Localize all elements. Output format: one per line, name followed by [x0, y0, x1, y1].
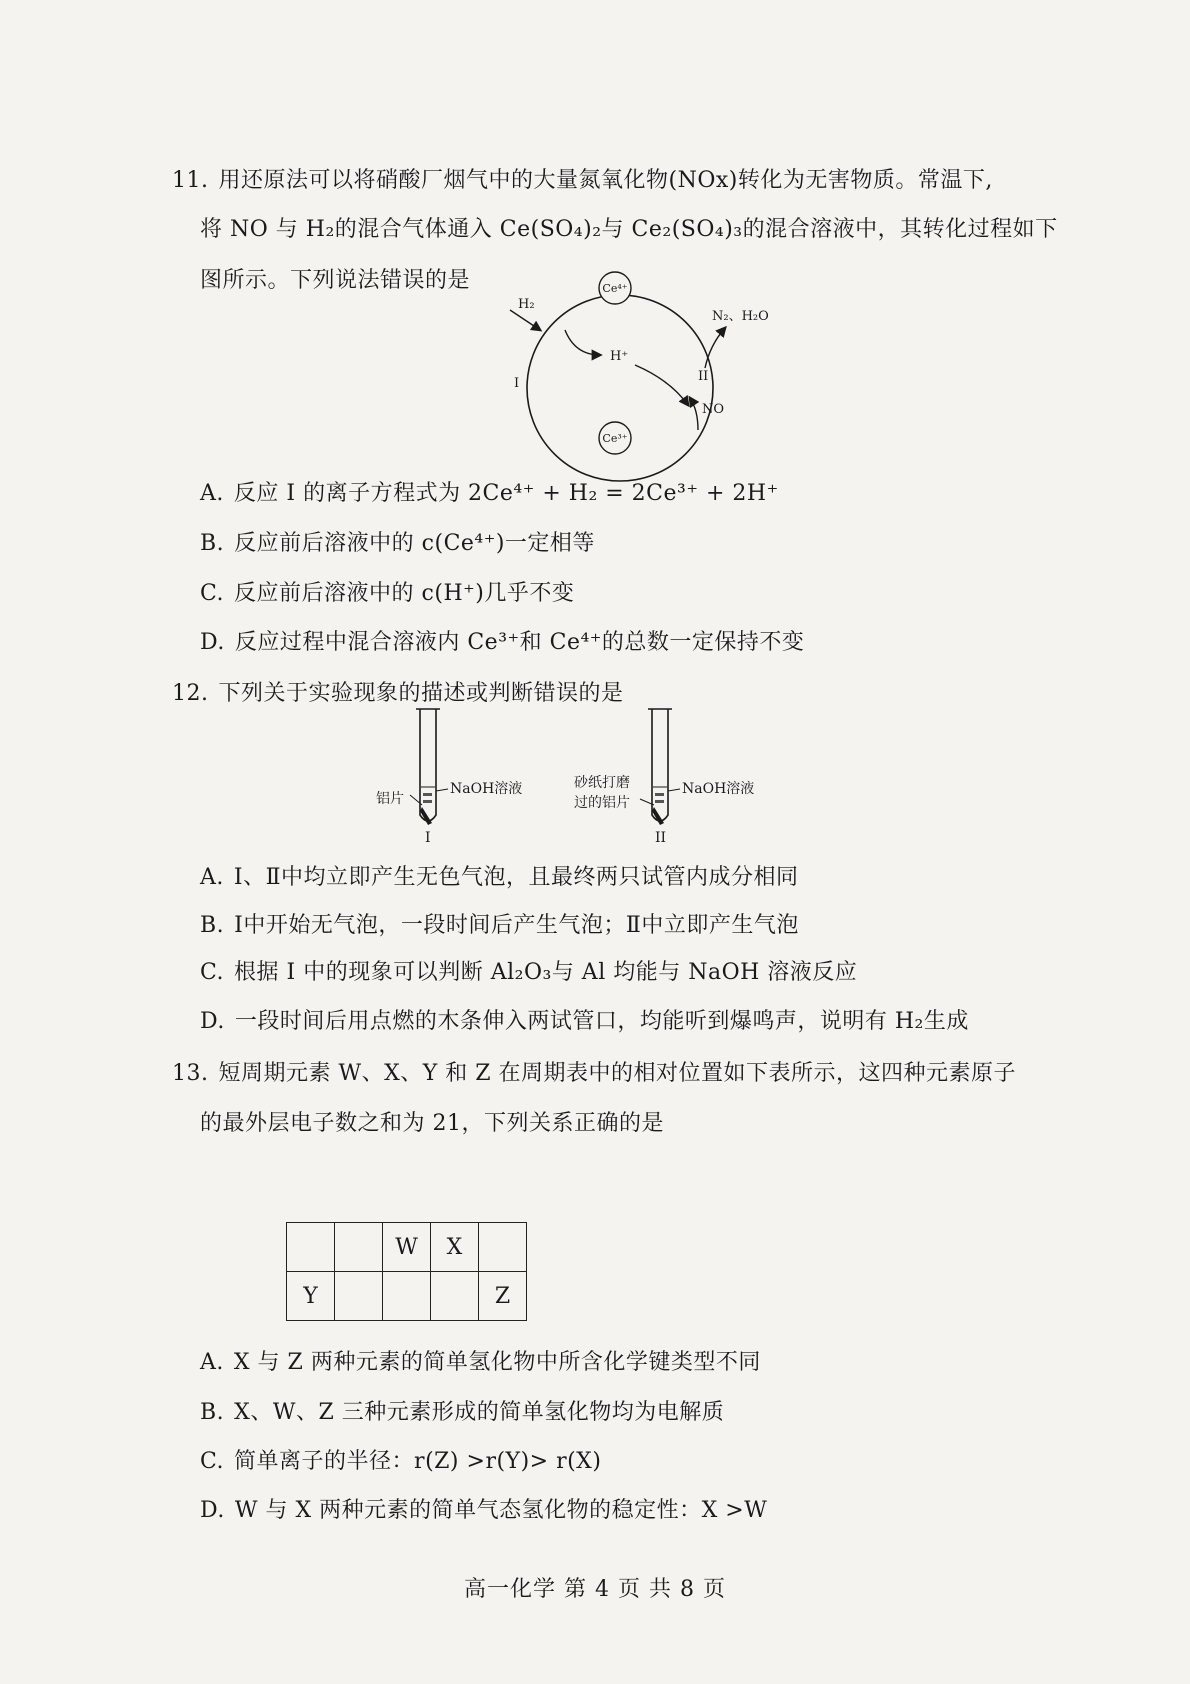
table-cell [431, 1272, 479, 1321]
tube2-right-label: NaOH溶液 [682, 781, 755, 797]
table-cell [383, 1272, 431, 1321]
no-label: NO [702, 402, 725, 417]
tube1-right-label: NaOH溶液 [450, 781, 523, 797]
ce4-label: Ce⁴⁺ [602, 282, 628, 295]
q13-number: 13. [172, 1061, 209, 1086]
q13-line1: 13. 短周期元素 W、X、Y 和 Z 在周期表中的相对位置如下表所示，这四种元素原子 [172, 1061, 1017, 1086]
tube2-left-label-1: 砂纸打磨 [574, 775, 630, 791]
table-cell [287, 1223, 335, 1272]
label-II: II [698, 369, 709, 384]
hplus-label: H⁺ [610, 349, 629, 364]
q11-line3: 图所示。下列说法错误的是 [200, 268, 471, 293]
table-cell: Y [287, 1272, 335, 1321]
q12-option-b: B. Ⅰ中开始无气泡，一段时间后产生气泡；Ⅱ中立即产生气泡 [200, 913, 799, 938]
q13-option-b: B. X、W、Z 三种元素形成的简单氢化物均为电解质 [200, 1400, 725, 1425]
q11-option-b: B. 反应前后溶液中的 c(Ce⁴⁺)一定相等 [200, 531, 595, 556]
h2-label: H₂ [518, 297, 535, 312]
h-arrow-right [635, 365, 688, 405]
test-tube-1 [416, 709, 440, 825]
table-row [287, 1223, 527, 1272]
table-cell: Z [479, 1272, 527, 1321]
test-tube-2 [648, 709, 672, 825]
q11-cycle-diagram [500, 270, 820, 490]
q13-option-a: A. X 与 Z 两种元素的简单氢化物中所含化学键类型不同 [200, 1350, 761, 1375]
q11-number: 11. [172, 168, 209, 193]
q12-option-a: A. Ⅰ、Ⅱ中均立即产生无色气泡，且最终两只试管内成分相同 [200, 865, 799, 890]
q13-line2: 的最外层电子数之和为 21，下列关系正确的是 [200, 1111, 664, 1136]
q11-line2: 将 NO 与 H₂的混合气体通入 Ce(SO₄)₂与 Ce₂(SO₄)₃的混合溶液中，其转化过程如下 [200, 217, 1058, 242]
page-footer: 高一化学 第 4 页 共 8 页 [464, 1577, 726, 1602]
periodic-table-fragment [286, 1222, 527, 1321]
table-cell [479, 1223, 527, 1272]
tube1-left-label: 铝片 [376, 791, 404, 807]
q11-option-c: C. 反应前后溶液中的 c(H⁺)几乎不变 [200, 581, 575, 606]
h2-arrow [510, 310, 540, 330]
q12-option-d: D. 一段时间后用点燃的木条伸入两试管口，均能听到爆鸣声，说明有 H₂生成 [200, 1009, 969, 1034]
q12-test-tubes-diagram [370, 705, 790, 850]
q13-option-d: D. W 与 X 两种元素的简单气态氢化物的稳定性：X >W [200, 1498, 768, 1523]
table-cell [335, 1223, 383, 1272]
q12-number: 12. [172, 681, 209, 706]
q13-option-c: C. 简单离子的半径：r(Z) >r(Y)> r(X) [200, 1449, 602, 1474]
table-cell: X [431, 1223, 479, 1272]
q11-line1: 11. 用还原法可以将硝酸厂烟气中的大量氮氧化物(NOx)转化为无害物质。常温下, [172, 168, 993, 193]
no-arrow [690, 398, 698, 430]
products-label: N₂、H₂O [712, 309, 769, 324]
q11-option-d: D. 反应过程中混合溶液内 Ce³⁺和 Ce⁴⁺的总数一定保持不变 [200, 630, 805, 655]
h-arrow-left [565, 330, 600, 355]
tube1-label: I [425, 830, 431, 846]
ce3-label: Ce³⁺ [602, 432, 628, 445]
table-cell: W [383, 1223, 431, 1272]
table-row [287, 1272, 527, 1321]
label-I: I [514, 376, 520, 391]
q12-line1: 12. 下列关于实验现象的描述或判断错误的是 [172, 681, 624, 706]
products-arrow [705, 328, 725, 368]
tube2-left-label-2: 过的铝片 [574, 795, 630, 811]
table-cell [335, 1272, 383, 1321]
q11-option-a: A. 反应 I 的离子方程式为 2Ce⁴⁺ + H₂ = 2Ce³⁺ + 2H⁺ [200, 481, 779, 506]
q12-option-c: C. 根据 I 中的现象可以判断 Al₂O₃与 Al 均能与 NaOH 溶液反应 [200, 960, 858, 985]
tube2-label: II [655, 830, 667, 846]
